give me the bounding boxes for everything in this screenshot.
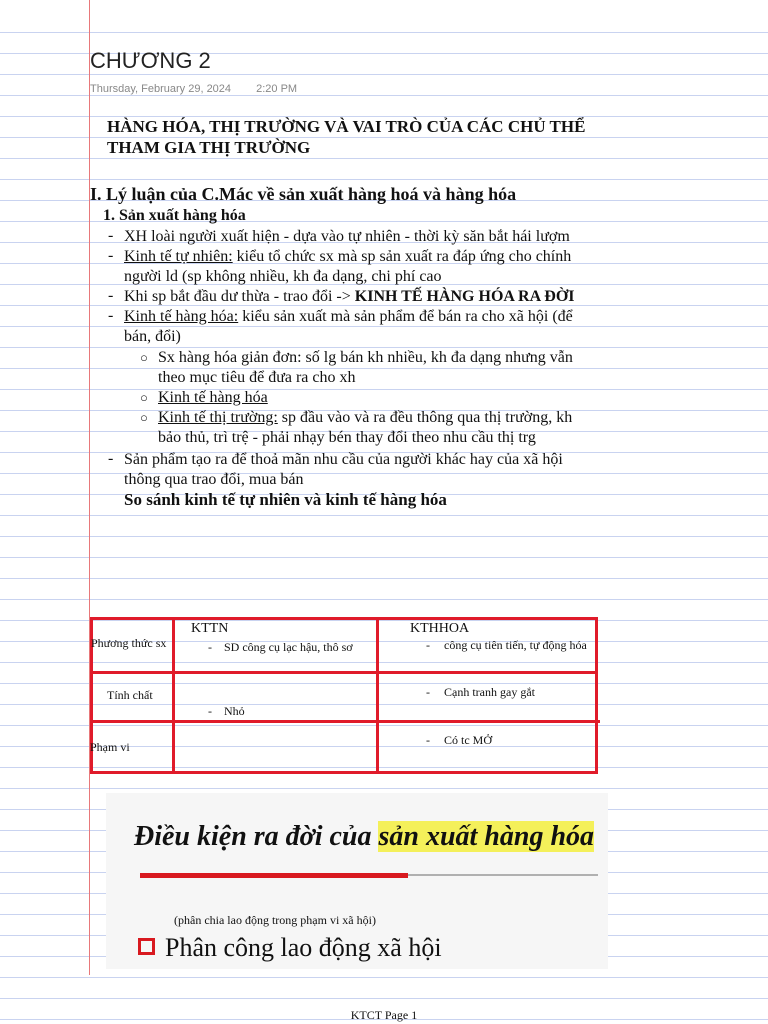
note-line[interactable] bbox=[124, 307, 573, 327]
note-line[interactable]: bán, đổi) bbox=[124, 328, 181, 345]
dash-bullet: - bbox=[108, 450, 114, 467]
table-border-col bbox=[376, 617, 379, 774]
note-line[interactable] bbox=[124, 247, 571, 267]
table-border-row bbox=[90, 720, 600, 723]
note-text: sp đầu vào và ra đều thông qua thị trường, kh bbox=[277, 409, 573, 426]
page-margin-line bbox=[89, 0, 90, 975]
subsection-heading[interactable]: 1. Sản xuất hàng hóa bbox=[103, 207, 246, 224]
circle-bullet-icon: ○ bbox=[140, 390, 148, 405]
cell-method-ktn: SD công cụ lạc hậu, thô sơ bbox=[224, 640, 353, 654]
note-line[interactable] bbox=[158, 408, 572, 428]
row-label-nature: Tính chất bbox=[107, 688, 153, 702]
cell-nature-ktn: Nhỏ bbox=[224, 704, 245, 718]
section-heading[interactable]: I. Lý luận của C.Mác về sản xuất hàng hoá và hàng hóa bbox=[90, 184, 517, 204]
slide-bullet bbox=[138, 933, 442, 963]
circle-bullet-icon: ○ bbox=[140, 410, 148, 425]
dash-bullet: - bbox=[208, 640, 212, 654]
slide-gray-bar bbox=[408, 874, 598, 876]
emphasis-text: KINH TẾ HÀNG HÓA RA ĐỜI bbox=[354, 288, 575, 305]
cell-scope-kthh: Có tc MỞ bbox=[444, 733, 492, 747]
note-line[interactable]: thông qua trao đổi, mua bán bbox=[124, 471, 304, 488]
comparison-table[interactable] bbox=[90, 617, 598, 774]
table-border-bottom bbox=[90, 771, 598, 774]
note-text: kiểu sản xuất mà sản phẩm để bán ra cho xã hội (để bbox=[238, 308, 573, 325]
note-line[interactable]: XH loài người xuất hiện - dựa vào tự nhiên - thời kỳ săn bắt hái lượm bbox=[124, 228, 570, 245]
cell-nature-kthh: Cạnh tranh gay gắt bbox=[444, 685, 535, 699]
dash-bullet: - bbox=[108, 287, 114, 304]
note-line[interactable]: người ld (sp không nhiều, kh đa dạng, chi phí cao bbox=[124, 268, 442, 285]
table-border-col bbox=[172, 617, 175, 774]
dash-bullet: - bbox=[426, 733, 430, 747]
dash-bullet: - bbox=[108, 247, 114, 264]
slide-title-highlight: sản xuất hàng hóa bbox=[378, 821, 595, 852]
note-line[interactable]: Sx hàng hóa giản đơn: số lg bán kh nhiều, kh đa dạng nhưng vẫn bbox=[158, 349, 573, 366]
chapter-heading[interactable]: HÀNG HÓA, THỊ TRƯỜNG VÀ VAI TRÒ CỦA CÁC CHỦ THỂ THAM GIA THỊ TRƯỜNG bbox=[107, 117, 586, 157]
note-line[interactable] bbox=[124, 287, 575, 307]
embedded-slide-image[interactable] bbox=[106, 793, 608, 969]
note-text: kiểu tổ chức sx mà sp sản xuất ra đáp ứng cho chính bbox=[232, 248, 572, 265]
table-border-right bbox=[595, 617, 598, 774]
square-bullet-icon bbox=[138, 938, 155, 955]
slide-red-bar bbox=[140, 873, 408, 878]
table-border-row bbox=[90, 671, 598, 674]
page-footer: KTCT Page 1 bbox=[350, 1008, 418, 1022]
col-header-kthh: KTHHOA bbox=[410, 621, 470, 636]
row-label-method: Phương thức sx bbox=[91, 636, 167, 650]
slide-title-text: Điều kiện ra đời của bbox=[134, 821, 379, 852]
term-market-economy: Kinh tế thị trường: bbox=[158, 409, 278, 426]
page-title[interactable]: CHƯƠNG 2 bbox=[90, 48, 211, 73]
dash-bullet: - bbox=[426, 685, 430, 699]
slide-bullet-text: Phân công lao động xã hội bbox=[165, 933, 442, 962]
dash-bullet: - bbox=[108, 227, 114, 244]
circle-bullet-icon: ○ bbox=[140, 350, 148, 365]
note-text: Khi sp bắt đầu dư thừa - trao đổi -> bbox=[124, 288, 355, 305]
note-line[interactable]: bảo thủ, trì trệ - phải nhạy bén thay đổi theo nhu cầu thị trg bbox=[158, 429, 536, 446]
term-natural-economy: Kinh tế tự nhiên: bbox=[124, 248, 233, 265]
dash-bullet: - bbox=[108, 307, 114, 324]
cell-method-kthh: công cụ tiên tiến, tự động hóa bbox=[444, 638, 587, 652]
table-border-top bbox=[90, 617, 598, 620]
note-line[interactable]: theo mục tiêu để đưa ra cho xh bbox=[158, 369, 356, 386]
dash-bullet: - bbox=[426, 638, 430, 652]
page-date: Thursday, February 29, 2024 bbox=[90, 83, 232, 95]
page-time: 2:20 PM bbox=[256, 83, 298, 95]
note-line[interactable] bbox=[158, 388, 268, 408]
col-header-ktn: KTTN bbox=[191, 621, 229, 636]
slide-title bbox=[134, 821, 594, 853]
note-line[interactable]: Sản phẩm tạo ra để thoả mãn nhu cầu của người khác hay của xã hội bbox=[124, 451, 563, 468]
dash-bullet: - bbox=[208, 704, 212, 718]
term-commodity-economy: Kinh tế hàng hóa bbox=[158, 389, 268, 406]
slide-note: (phân chia lao động trong phạm vi xã hội) bbox=[174, 913, 376, 927]
row-label-scope: Phạm vi bbox=[90, 740, 130, 754]
comparison-heading[interactable]: So sánh kinh tế tự nhiên và kinh tế hàng hóa bbox=[124, 490, 447, 509]
term-commodity-economy: Kinh tế hàng hóa: bbox=[124, 308, 239, 325]
page-meta bbox=[90, 83, 319, 95]
